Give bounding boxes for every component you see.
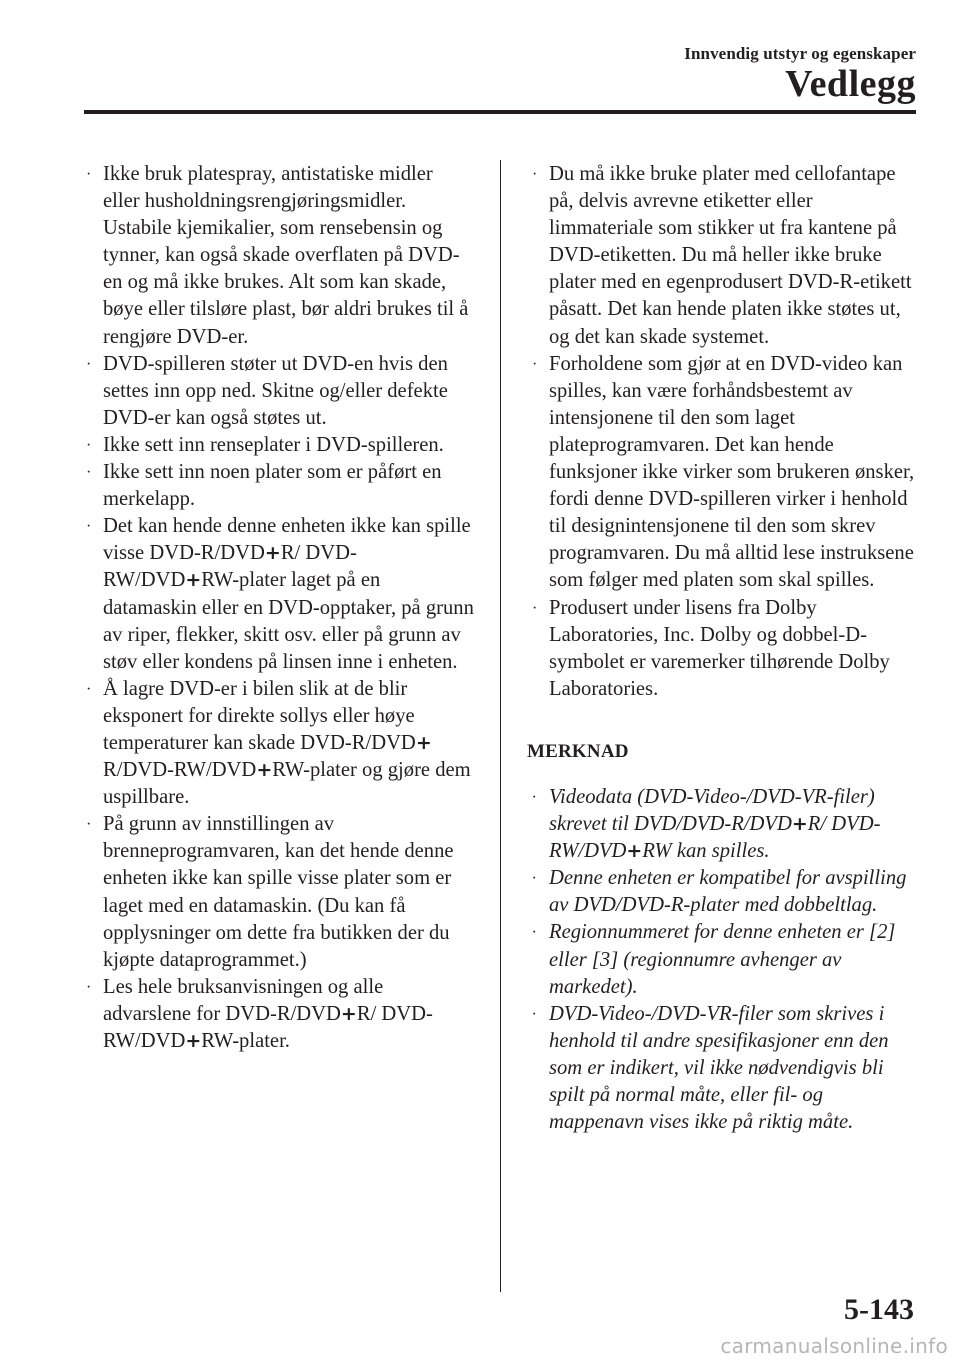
note-item	[530, 865, 918, 919]
note-item-text: Denne enheten er kompatibel for avspilling av DVD/DVD-R-plater med dobbeltlag.	[549, 867, 907, 917]
bullet-icon: ·	[86, 355, 92, 373]
list-item	[84, 811, 474, 974]
list-item-text: Å lagre DVD-er i bilen slik at de blir eksponert for direkte sollys eller høye temperaturer kan skade DVD-R/DVD+ R/DVD-RW/DVD+RW-plater og gjøre dem uspillbare.	[103, 677, 471, 809]
plus-icon: +	[791, 813, 808, 836]
note-item	[530, 1001, 918, 1136]
list-item-text: Det kan hende denne enheten ikke kan spille visse DVD-R/DVD+R/ DVD-RW/DVD+RW-plater laget på en datamaskin eller en DVD-opptaker, på grunn av riper, flekker, skitt osv. eller på grunn av støv eller kondens på linsen inne i enheten.	[103, 515, 474, 673]
column-divider	[500, 160, 501, 1292]
list-item	[530, 161, 918, 351]
bullet-icon: ·	[86, 978, 92, 996]
bullet-icon: ·	[532, 870, 536, 888]
bullet-icon: ·	[532, 1005, 536, 1023]
list-item-text: Forholdene som gjør at en DVD-video kan spilles, kan være forhåndsbestemt av intensjonene til den som laget plateprogramvaren. Det kan hende funksjoner ikke virker som brukeren ønsker, fordi denne DVD-spilleren virker i henhold til designintensjonene til den som skrev programvaren. Du må alltid lese instruksene som følger med platen som skal spilles.	[549, 352, 915, 592]
list-item-text: Ikke bruk platespray, antistatiske midler eller husholdningsrengjøringsmidler. Ustabile kjemikalier, som rensebensin og tynner, kan også skade overflaten på DVD-en og må ikke brukes. Alt som kan skade, bøye eller tilsløre plast, bør aldri brukes til å rengjøre DVD-er.	[103, 163, 469, 348]
bullet-icon: ·	[86, 436, 92, 454]
list-item-text: Ikke sett inn renseplater i DVD-spilleren.	[103, 433, 444, 456]
bullet-icon: ·	[86, 518, 92, 536]
list-item	[84, 676, 474, 811]
note-item-text: DVD-Video-/DVD-VR-filer som skrives i henhold til andre spesifikasjoner enn den som er indikert, vil ikke nødvendigvis bli spilt på normal måte, eller fil- og mappenavn vises ikke på riktig måte.	[549, 1002, 889, 1134]
note-item	[530, 919, 918, 1000]
list-item	[530, 351, 918, 595]
page-number: 5-143	[844, 1293, 914, 1326]
bullet-icon: ·	[532, 924, 536, 942]
list-item-text: Les hele bruksanvisningen og alle advarslene for DVD-R/DVD+R/ DVD-RW/DVD+RW-plater.	[103, 975, 433, 1052]
section-header: Innvendig utstyr og egenskaper	[684, 44, 916, 63]
left-bullet-list	[84, 161, 474, 1055]
list-item	[84, 161, 474, 351]
plus-icon: +	[415, 731, 432, 754]
plus-icon: +	[340, 1002, 357, 1025]
plus-icon: +	[256, 759, 273, 782]
list-item	[84, 974, 474, 1055]
bullet-icon: ·	[532, 599, 538, 617]
list-item-text: Produsert under lisens fra Dolby Laboratories, Inc. Dolby og dobbel-D-symbolet er varemerker tilhørende Dolby Laboratories.	[549, 596, 890, 700]
plus-icon: +	[185, 569, 202, 592]
list-item	[530, 595, 918, 703]
bullet-icon: ·	[86, 166, 92, 183]
bullet-icon: ·	[86, 464, 92, 482]
note-item-text: Regionnummeret for denne enheten er [2] eller [3] (regionnumre avhenger av markedet).	[549, 921, 896, 998]
list-item-text: På grunn av innstillingen av brenneprogramvaren, kan det hende denne enheten ikke kan spille visse plater som er laget med en datamaskin. (Du kan få opplysninger om dette fra butikken der du kjøpte dataprogrammet.)	[103, 813, 454, 971]
note-item	[530, 784, 918, 865]
right-bullet-list	[530, 161, 918, 703]
list-item	[84, 351, 474, 432]
bullet-icon: ·	[532, 788, 536, 806]
list-item	[84, 432, 474, 459]
bullet-icon: ·	[532, 355, 538, 373]
page-title: Vedlegg	[785, 63, 916, 105]
left-column	[84, 161, 474, 1055]
list-item-text: Ikke sett inn noen plater som er påført en merkelapp.	[103, 461, 442, 511]
list-item	[84, 459, 474, 513]
bullet-icon: ·	[532, 166, 538, 183]
bullet-icon: ·	[86, 816, 92, 834]
right-column	[527, 161, 918, 1136]
note-item-text: Videodata (DVD-Video-/DVD-VR-filer) skrevet til DVD/DVD-R/DVD+R/ DVD-RW/DVD+RW kan spilles.	[549, 785, 881, 863]
note-heading: MERKNAD	[527, 740, 629, 762]
list-item	[84, 513, 474, 676]
watermark: carmanualsonline.info	[720, 1334, 948, 1358]
bullet-icon: ·	[86, 680, 92, 698]
list-item-text: Du må ikke bruke plater med cellofantape på, delvis avrevne etiketter eller limmateriale som stikker ut fra kantene på DVD-etiketten. Du må heller ikke bruke plater med en egenprodusert DVD-R-etikett påsatt. Det kan hende platen ikke støtes ut, og det kan skade systemet.	[549, 163, 912, 348]
plus-icon: +	[626, 840, 643, 863]
note-list	[530, 784, 918, 1136]
plus-icon: +	[185, 1030, 202, 1052]
header-rule	[84, 110, 916, 114]
plus-icon: +	[264, 542, 281, 565]
list-item-text: DVD-spilleren støter ut DVD-en hvis den settes inn opp ned. Skitne og/eller defekte DVD-er kan også støtes ut.	[103, 352, 448, 429]
